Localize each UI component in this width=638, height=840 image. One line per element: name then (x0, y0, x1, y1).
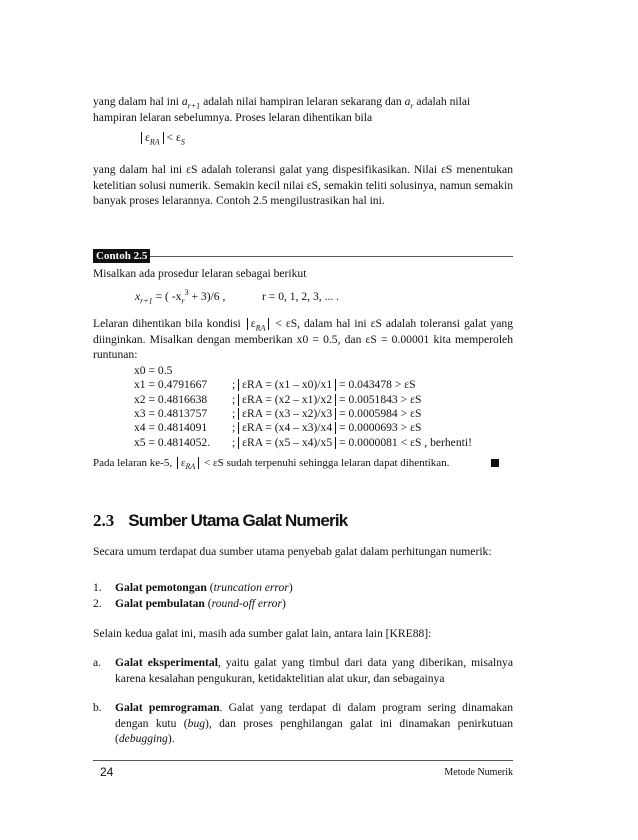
error-comparison: = 0.0000081 < εS (336, 435, 422, 449)
relative-error-expression: εRA = (x4 – x3)/x4 (238, 422, 336, 434)
book-title: Metode Numerik (444, 767, 513, 778)
separator: ; (232, 406, 239, 420)
end-of-example-mark (491, 459, 499, 467)
example-intro: Misalkan ada prosedur lelaran sebagai berikut (93, 267, 307, 280)
relative-error-expression: εRA = (x3 – x2)/x3 (238, 408, 336, 420)
example-divider (93, 256, 513, 257)
numbered-list-item: 2. Galat pembulatan (round-off error) (93, 597, 286, 610)
lettered-list-item: b. Galat pemrograman. Galat yang terdapat di dalam program sering dinamakan dengan kutu (bug), dan proses penghilangan galat ini dinamakan penirkutuan (debugging). (93, 701, 513, 745)
iteration-value: x2 = 0.4816638 (134, 392, 208, 406)
iteration-row (134, 378, 416, 392)
iteration-value: x5 = 0.4814052. (134, 435, 211, 449)
numbered-list-item: 1. Galat pemotongan (truncation error) (93, 581, 293, 594)
lettered-list-item: a. Galat eksperimental, yaitu galat yang timbul dari data yang diberikan, misalnya karena kesalahan pengukuran, ketidaktelitian alat ukur, dan sebagainya (93, 656, 513, 685)
separator: ; (232, 392, 239, 406)
error-comparison: = 0.0005984 > εS (336, 406, 422, 420)
error-comparison: = 0.043478 > εS (336, 378, 416, 392)
iteration-formula: $x_{r+1}$ = ( $-x_r^3 + 3)/6$ , (135, 288, 226, 306)
iteration-value: x0 = 0.5 (134, 364, 173, 377)
error-comparison: = 0.0051843 > εS (336, 392, 422, 406)
example-conclusion: Pada lelaran ke-5, $\varepsilon_{RA} < \varepsilon S$ sudah terpenuhi sehingga lelaran dapat dihentikan. (93, 457, 450, 472)
other-sources-paragraph: Selain kedua galat ini, masih ada sumber galat lain, antara lain [KRE88]: (93, 627, 432, 640)
iteration-value: x1 = 0.4791667 (134, 378, 208, 392)
intro-paragraph: yang dalam hal ini $a_{r+1}$ adalah nilai hampiran lelaran sekarang dan $a_r$ adalah nilai hampiran lelaran sebelumnya. Proses lelaran dihentikan bila (93, 95, 471, 124)
example-label: Contoh 2.5 (93, 248, 150, 264)
iteration-row (134, 436, 472, 450)
separator: ; (232, 421, 239, 435)
stop-condition-paragraph: Lelaran dihentikan bila kondisi $\varepsilon_{RA} < \varepsilon S$, dalam hal ini εS adalah toleransi galat yang diinginkan. Misalkan dengan memberikan x0 = 0.5, dan εS = 0.00001 kita memperoleh runtunan: (93, 317, 514, 361)
iteration-range: r = 0, 1, 2, 3, ... . (262, 290, 340, 303)
section-intro: Secara umum terdapat dua sumber utama penyebab galat dalam perhitungan numerik: (93, 545, 492, 558)
iteration-row (134, 364, 232, 378)
tolerance-paragraph: yang dalam hal ini εS adalah toleransi galat yang dispesifikasikan. Nilai εS menentukan ketelitian solusi numerik. Semakin kecil nilai εS, semakin teliti solusinya, namun semakin banyak proses lelarannya. Contoh 2.5 mengilustrasikan hal ini. (93, 163, 513, 207)
section-heading: 2.3 Sumber Utama Galat Numerik (93, 511, 348, 530)
iteration-row (134, 393, 421, 407)
iteration-value: x3 = 0.4813757 (134, 406, 208, 420)
separator: ; (232, 435, 239, 449)
stop-condition-formula: $\varepsilon_{RA} < \varepsilon_S$ (141, 130, 185, 145)
stop-note: , berhenti! (421, 435, 472, 449)
relative-error-expression: εRA = (x1 – x0)/x1 (238, 379, 336, 391)
footer-divider (93, 760, 513, 761)
relative-error-expression: εRA = (x2 – x1)/x2 (238, 394, 336, 406)
relative-error-expression: εRA = (x5 – x4)/x5 (238, 437, 336, 449)
page-number: 24 (100, 765, 114, 779)
iteration-row (134, 407, 421, 421)
iteration-value: x4 = 0.4814091 (134, 421, 208, 435)
error-comparison: = 0.0000693 > εS (336, 421, 422, 435)
separator: ; (232, 378, 239, 392)
iteration-row (134, 421, 421, 435)
